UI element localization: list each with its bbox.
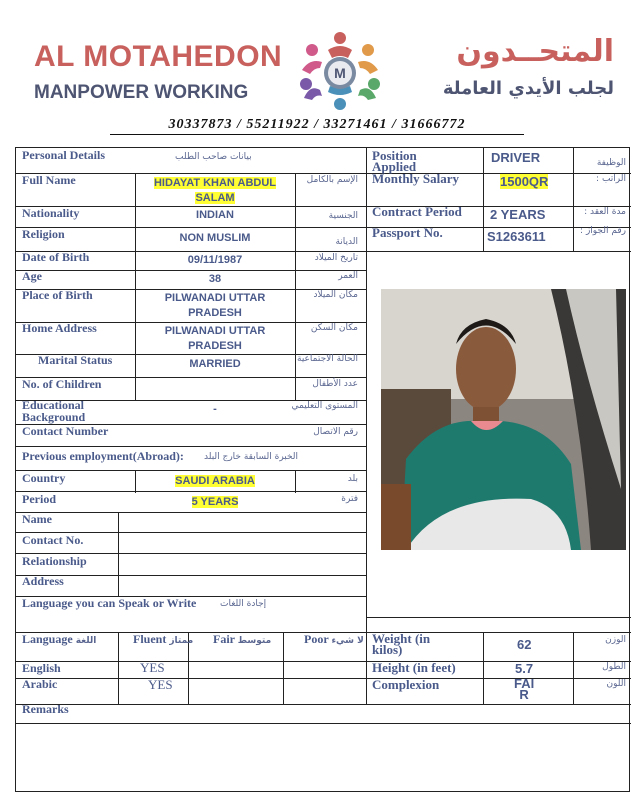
education-label-line2: Background <box>22 410 86 424</box>
home-address-label-ar: مكان السكن <box>310 323 358 333</box>
full-name-value <box>135 176 295 206</box>
position-label-line2: Applied <box>372 159 417 174</box>
contact-number-label: Contact Number <box>22 424 109 438</box>
religion-label-ar: الديانة <box>335 237 358 247</box>
col-fluent-text: Fluent <box>133 632 167 646</box>
salary-label-ar: الراتب : <box>596 174 626 184</box>
company-tagline-ar: لجلب الأيدي العاملة <box>442 78 614 99</box>
language-row-arabic: Arabic <box>22 677 58 691</box>
remarks-label: Remarks <box>22 702 69 716</box>
phone-numbers: 30337873 / 55211922 / 33271461 / 31666772 <box>110 117 524 135</box>
age-label-ar: العمر <box>338 271 358 281</box>
col-fair-label <box>213 633 271 648</box>
dob-label-ar: تاريخ الميلاد <box>314 253 358 263</box>
passport-label-ar: رقم الجواز : <box>580 226 626 236</box>
language-row-english: English <box>22 661 61 675</box>
home-address-value <box>135 324 295 354</box>
marital-status-label: Marital Status <box>38 353 113 367</box>
country-label-ar: بلد <box>347 474 358 484</box>
personal-details-label-ar: بيانات صاحب الطلب <box>175 152 252 162</box>
company-name-en <box>34 40 282 104</box>
previous-employment-label-ar: الخبرة السابقة خارج البلد <box>204 452 299 462</box>
position-label-ar: الوظيفة <box>596 158 626 168</box>
company-name-ar: المتحــدون <box>456 34 614 69</box>
logo-letter: M <box>334 65 346 81</box>
complexion-value <box>514 678 534 700</box>
height-label: Height (in feet) <box>372 660 456 675</box>
complexion-line1: FAI <box>514 676 535 691</box>
period-value <box>135 495 295 510</box>
home-address-label: Home Address <box>22 321 97 335</box>
emergency-name-label: Name <box>22 512 52 526</box>
col-fluent-ar: ممتاز <box>169 636 194 646</box>
children-label-ar: عدد الأطفال <box>312 379 358 389</box>
education-value: - <box>213 403 217 415</box>
age-value: 38 <box>208 273 222 285</box>
education-label-ar: المستوى التعليمي <box>291 401 358 411</box>
col-fair-text: Fair <box>213 632 235 646</box>
country-label: Country <box>22 471 66 485</box>
complexion-label: Complexion <box>372 677 440 692</box>
weight-value: 62 <box>517 637 532 652</box>
full-name-line1: HIDAYAT KHAN ABDUL <box>153 177 277 189</box>
home-address-line1: PILWANADI UTTAR <box>164 325 266 337</box>
education-label <box>22 399 85 423</box>
weight-label-ar: الوزن <box>605 635 626 645</box>
emergency-contact-label: Contact No. <box>22 533 84 547</box>
col-poor-text: Poor <box>304 632 329 646</box>
pob-line1: PILWANADI UTTAR <box>164 292 266 304</box>
language-heading: Language you can Speak or Write <box>22 596 197 610</box>
complexion-label-ar: اللون <box>606 679 626 689</box>
weight-label <box>372 633 430 655</box>
english-fluent-value: YES <box>140 660 165 675</box>
col-fair-ar: متوسط <box>237 636 272 646</box>
previous-employment-label: Previous employment(Abroad): <box>22 449 184 463</box>
dob-label: Date of Birth <box>22 250 90 264</box>
complexion-line2: R <box>519 687 529 702</box>
col-language-text: Language <box>22 632 73 646</box>
personal-details-label: Personal Details <box>22 148 105 162</box>
age-label: Age <box>22 269 42 283</box>
height-label-ar: الطول <box>602 662 626 672</box>
passport-value: S1263611 <box>487 229 546 244</box>
marital-status-value: MARRIED <box>189 358 241 370</box>
position-value: DRIVER <box>491 150 541 165</box>
company-logo-icon <box>290 28 390 112</box>
contact-number-label-ar: رقم الاتصال <box>313 427 358 437</box>
col-poor-label <box>304 633 364 648</box>
emergency-address-label: Address <box>22 574 64 588</box>
applicant-photo <box>381 289 626 550</box>
full-name-label-ar: الإسم بالكامل <box>306 175 358 185</box>
full-name-label: Full Name <box>22 173 76 187</box>
col-fluent-label <box>133 633 193 648</box>
col-poor-ar: لا شيء <box>331 636 364 646</box>
salary-value-text: 1500QR <box>500 174 549 189</box>
pob-line2: PRADESH <box>188 307 242 319</box>
height-value: 5.7 <box>515 661 534 676</box>
nationality-label-ar: الجنسية <box>328 211 358 221</box>
period-label-ar: فترة <box>341 494 358 504</box>
emergency-relationship-label: Relationship <box>22 554 87 568</box>
country-value-text: SAUDI ARABIA <box>175 475 255 487</box>
salary-label: Monthly Salary <box>372 171 460 186</box>
contract-label: Contract Period <box>372 204 462 219</box>
period-value-text: 5 YEARS <box>191 496 239 508</box>
col-language-ar: اللغة <box>75 636 97 646</box>
full-name-line2: SALAM <box>195 192 235 204</box>
education-label-line1: Educational <box>22 398 85 412</box>
pob-label-ar: مكان الميلاد <box>313 290 358 300</box>
home-address-line2: PRADESH <box>188 340 242 352</box>
contract-label-ar: مدة العقد : <box>584 207 626 217</box>
nationality-value: INDIAN <box>196 209 234 221</box>
nationality-label: Nationality <box>22 206 80 220</box>
passport-label: Passport No. <box>372 225 443 240</box>
pob-value <box>135 291 295 321</box>
position-label-line1: Position <box>372 148 417 163</box>
salary-value <box>500 175 548 188</box>
company-name-en-line2: MANPOWER WORKING <box>34 82 249 103</box>
religion-label: Religion <box>22 227 65 241</box>
col-language-label <box>22 633 96 648</box>
weight-label-line2: kilos) <box>372 642 403 657</box>
arabic-fluent-value: YES <box>148 677 173 692</box>
position-label <box>372 150 417 172</box>
contract-value: 2 YEARS <box>490 207 546 222</box>
pob-label: Place of Birth <box>22 288 93 302</box>
period-label: Period <box>22 492 56 506</box>
company-name-en-line1: AL MOTAHEDON <box>34 40 283 73</box>
language-heading-ar: إجادة اللغات <box>220 599 267 609</box>
marital-status-label-ar: الحالة الاجتماعية <box>297 354 358 364</box>
weight-label-line1: Weight (in <box>372 631 431 646</box>
children-label: No. of Children <box>22 377 102 391</box>
religion-value: NON MUSLIM <box>179 232 251 244</box>
dob-value: 09/11/1987 <box>187 254 243 266</box>
country-value <box>135 474 295 489</box>
